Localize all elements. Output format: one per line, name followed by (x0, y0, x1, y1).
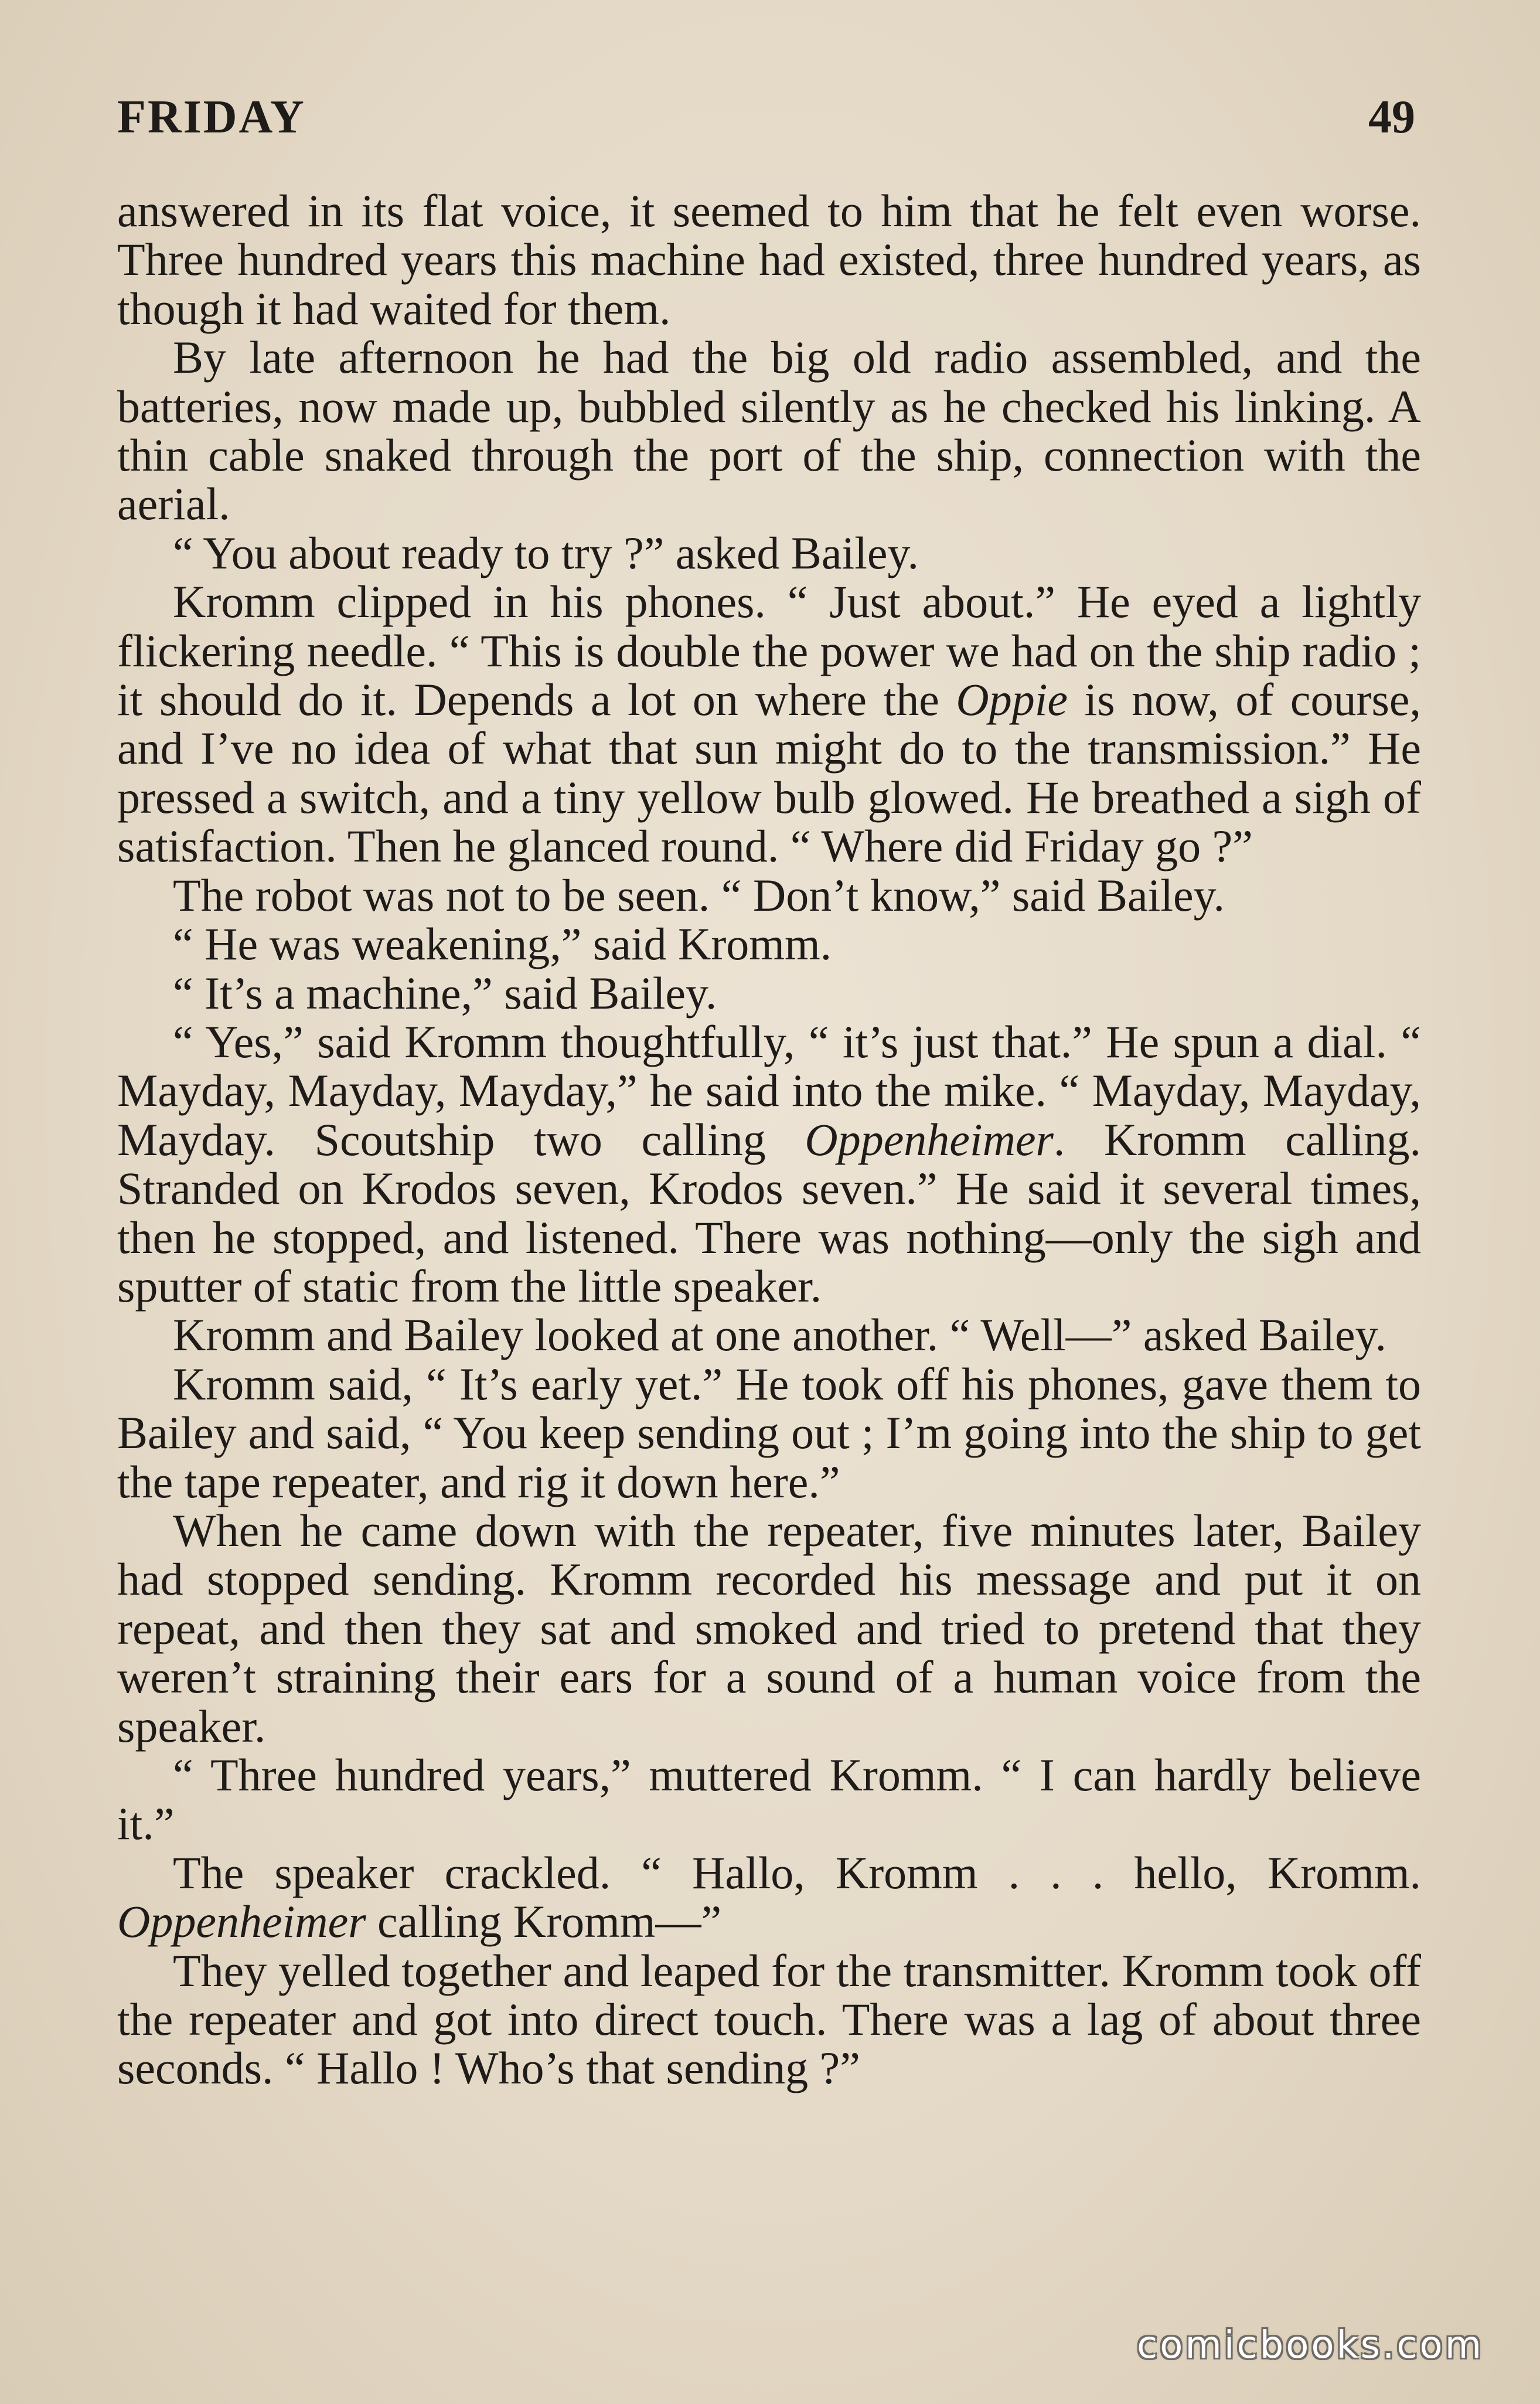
paragraph: They yelled together and leaped for the transmitter. Kromm took off the repeater and got into direct touch. There was a lag of about three seconds. “ Hallo ! Who’s that sending ?” (117, 1945, 1421, 2094)
paragraph: “ You about ready to try ?” asked Bailey. (173, 527, 919, 578)
ship-name: Oppie (956, 674, 1068, 726)
paragraph-text: The speaker crackled. “ Hallo, Kromm . . . hello, Kromm. (173, 1847, 1421, 1898)
paragraph-text: . Kromm calling. Stranded on Krodos seven, Krodos seven.” He said it several times, then he stopped, and listened. There was nothing—only the sigh and sputter of static from the little speaker. (117, 1114, 1421, 1312)
paragraph-text: calling Kromm—” (366, 1896, 722, 1947)
paragraph: Kromm said, “ It’s early yet.” He took off his phones, gave them to Bailey and said, “ You keep sending out ; I’m going into the ship to get the tape repeater, and rig it down here.” (117, 1358, 1421, 1507)
paragraph-text: is now, of course, and I’ve no idea of what that sun might do to the transmission.” He pressed a switch, and a tiny yellow bulb glowed. He breathed a sigh of satisfaction. Then he glanced round. “ Where did Friday go ?” (117, 674, 1421, 872)
paragraph: Kromm and Bailey looked at one another. “ Well—” asked Bailey. (173, 1309, 1386, 1361)
running-head (117, 88, 1415, 147)
ship-name: Oppenheimer (117, 1896, 366, 1947)
paragraph: answered in its flat voice, it seemed to him that he felt even worse. Three hundred years this machine had existed, three hundred years, as though it had waited for them. (117, 185, 1421, 334)
paragraph: When he came down with the repeater, five minutes later, Bailey had stopped sending. Kromm recorded his message and put it on repeat, and then they sat and smoked and tried to pretend that they weren’t straining their ears for a sound of a human voice from the speaker. (117, 1504, 1421, 1752)
paragraph (117, 1848, 1421, 1946)
page-number: 49 (1368, 91, 1415, 143)
body-text (117, 186, 1421, 2093)
paragraph: The robot was not to be seen. “ Don’t know,” said Bailey. (173, 869, 1225, 921)
paragraph: “ He was weakening,” said Kromm. (173, 918, 832, 970)
paragraph: “ Three hundred years,” muttered Kromm. “ I can hardly believe it.” (117, 1749, 1421, 1850)
paragraph (117, 577, 1421, 870)
watermark: comicbooks.com (1137, 2324, 1484, 2367)
ship-name: Oppenheimer (805, 1114, 1054, 1165)
chapter-title: FRIDAY (117, 91, 306, 143)
paragraph (117, 1017, 1421, 1310)
paragraph-text: Kromm clipped in his phones. “ Just about.” He eyed a lightly flickering needle. “ This is double the power we had on the ship radio ; it should do it. Depends a lot on where the (117, 576, 1421, 726)
paragraph: “ It’s a machine,” said Bailey. (173, 967, 717, 1019)
paragraph-text: “ Yes,” said Kromm thoughtfully, “ it’s just that.” He spun a dial. “ Mayday, Mayday, Mayday,” he said into the mike. “ Mayday, Mayday, Mayday. Scoutship two calling (117, 1016, 1421, 1165)
paragraph: By late afternoon he had the big old radio assembled, and the batteries, now made up, bubbled silently as he checked his linking. A thin cable snaked through the port of the ship, connection with the aerial. (117, 332, 1421, 530)
